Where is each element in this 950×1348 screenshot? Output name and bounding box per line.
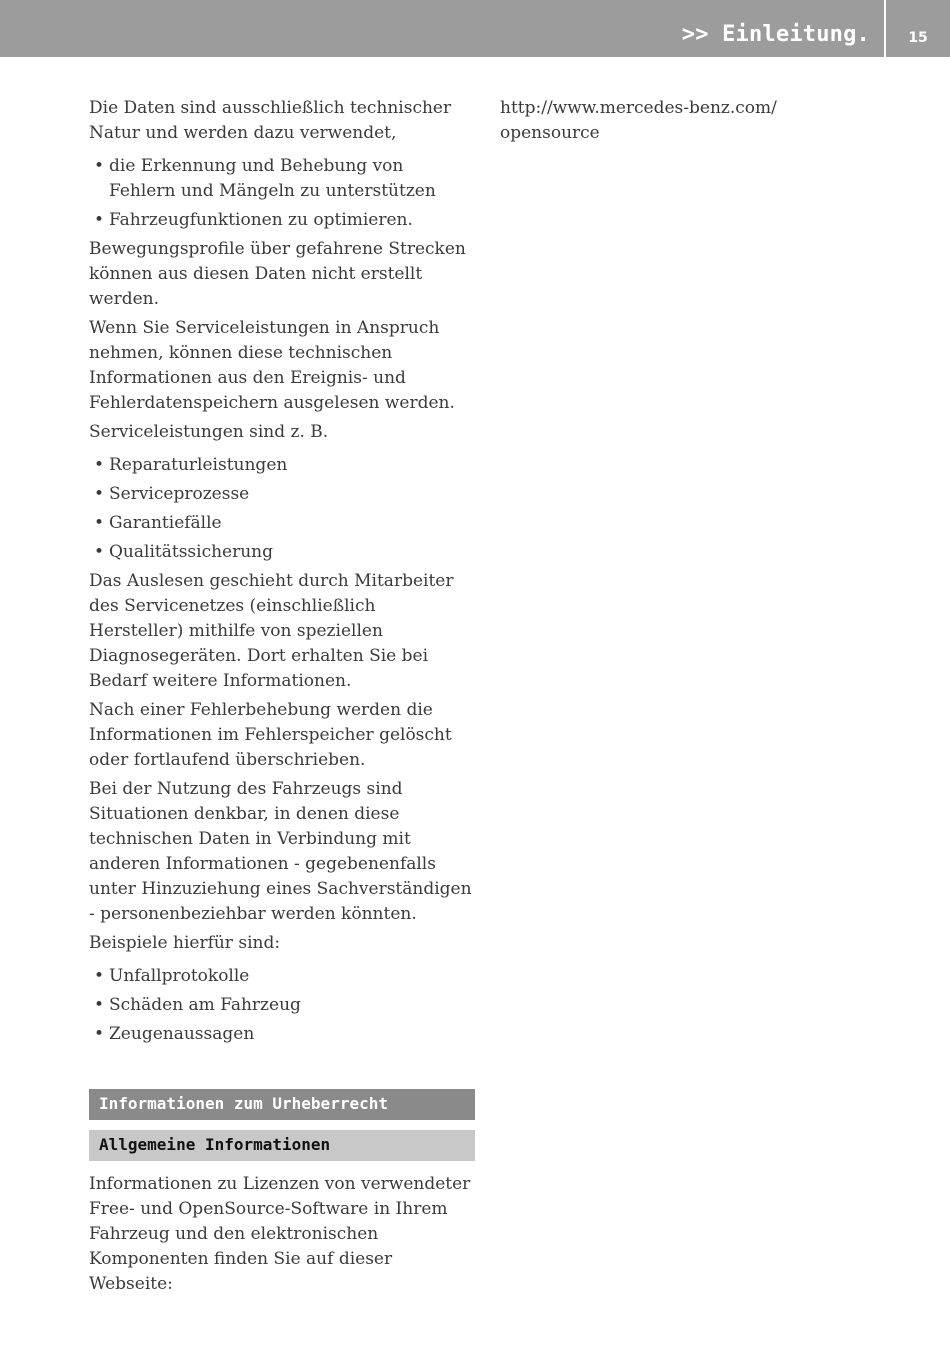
url-line-1: http://www.mercedes-benz.com/ — [500, 98, 777, 118]
right-column — [500, 96, 880, 146]
paragraph: Beispiele hierfür sind: — [89, 933, 281, 953]
chapter-title: >> Einleitung. — [681, 22, 870, 47]
list-item: • Serviceprozesse — [89, 482, 475, 507]
list-item: • die Erkennung und Behebung von Fehlern und Mängeln zu unterstützen — [89, 154, 475, 204]
list-item: • Unfallprotokolle — [89, 964, 475, 989]
bullet-list — [89, 964, 475, 1047]
paragraph: Das Auslesen geschieht durch Mitarbeiter des Servicenetzes (einschließlich Hersteller) mithilfe von speziellen Diagnosegeräten. Dort erhalten Sie bei Bedarf weitere Informationen. — [89, 571, 454, 691]
section-heading: Informationen zum Urheberrecht — [99, 1094, 388, 1113]
section-body — [89, 1172, 475, 1297]
list-item: • Zeugenaussagen — [89, 1022, 475, 1047]
list-item: • Fahrzeugfunktionen zu optimieren. — [89, 208, 475, 233]
paragraph: Bewegungsprofile über gefahrene Strecken können aus diesen Daten nicht erstellt werden. — [89, 239, 466, 309]
paragraph: Serviceleistungen sind z. B. — [89, 422, 329, 442]
paragraph: Die Daten sind ausschließlich technischer Natur und werden dazu verwendet, — [89, 98, 452, 143]
url-line-2: opensource — [500, 123, 600, 143]
paragraph: Wenn Sie Serviceleistungen in Anspruch nehmen, können diese technischen Informationen aus den Ereignis- und Fehlerdatenspeichern ausgelesen werden. — [89, 318, 455, 413]
left-column — [89, 96, 475, 1301]
list-item: • Schäden am Fahrzeug — [89, 993, 475, 1018]
paragraph: Bei der Nutzung des Fahrzeugs sind Situationen denkbar, in denen diese technischen Daten in Verbindung mit anderen Informationen - gegebenenfalls unter Hinzuziehung eines Sachverständigen - personenbeziehbar werden könnten. — [89, 779, 472, 924]
list-item: • Reparaturleistungen — [89, 453, 475, 478]
subsection-heading: Allgemeine Informationen — [99, 1135, 331, 1154]
header-divider — [884, 0, 886, 57]
url-text — [500, 96, 880, 146]
list-item: • Garantiefälle — [89, 511, 475, 536]
bullet-list — [89, 154, 475, 233]
bullet-list — [89, 453, 475, 565]
paragraph: Nach einer Fehlerbehebung werden die Informationen im Fehlerspeicher gelöscht oder fortlaufend überschrieben. — [89, 700, 452, 770]
paragraph: Informationen zu Lizenzen von verwendeter Free- und OpenSource-Software in Ihrem Fahrzeug und den elektronischen Komponenten finden Sie auf dieser Webseite: — [89, 1174, 471, 1294]
list-item: • Qualitätssicherung — [89, 540, 475, 565]
section-heading-bar — [89, 1089, 475, 1120]
subsection-heading-bar — [89, 1130, 475, 1161]
page-number: 15 — [908, 30, 928, 46]
